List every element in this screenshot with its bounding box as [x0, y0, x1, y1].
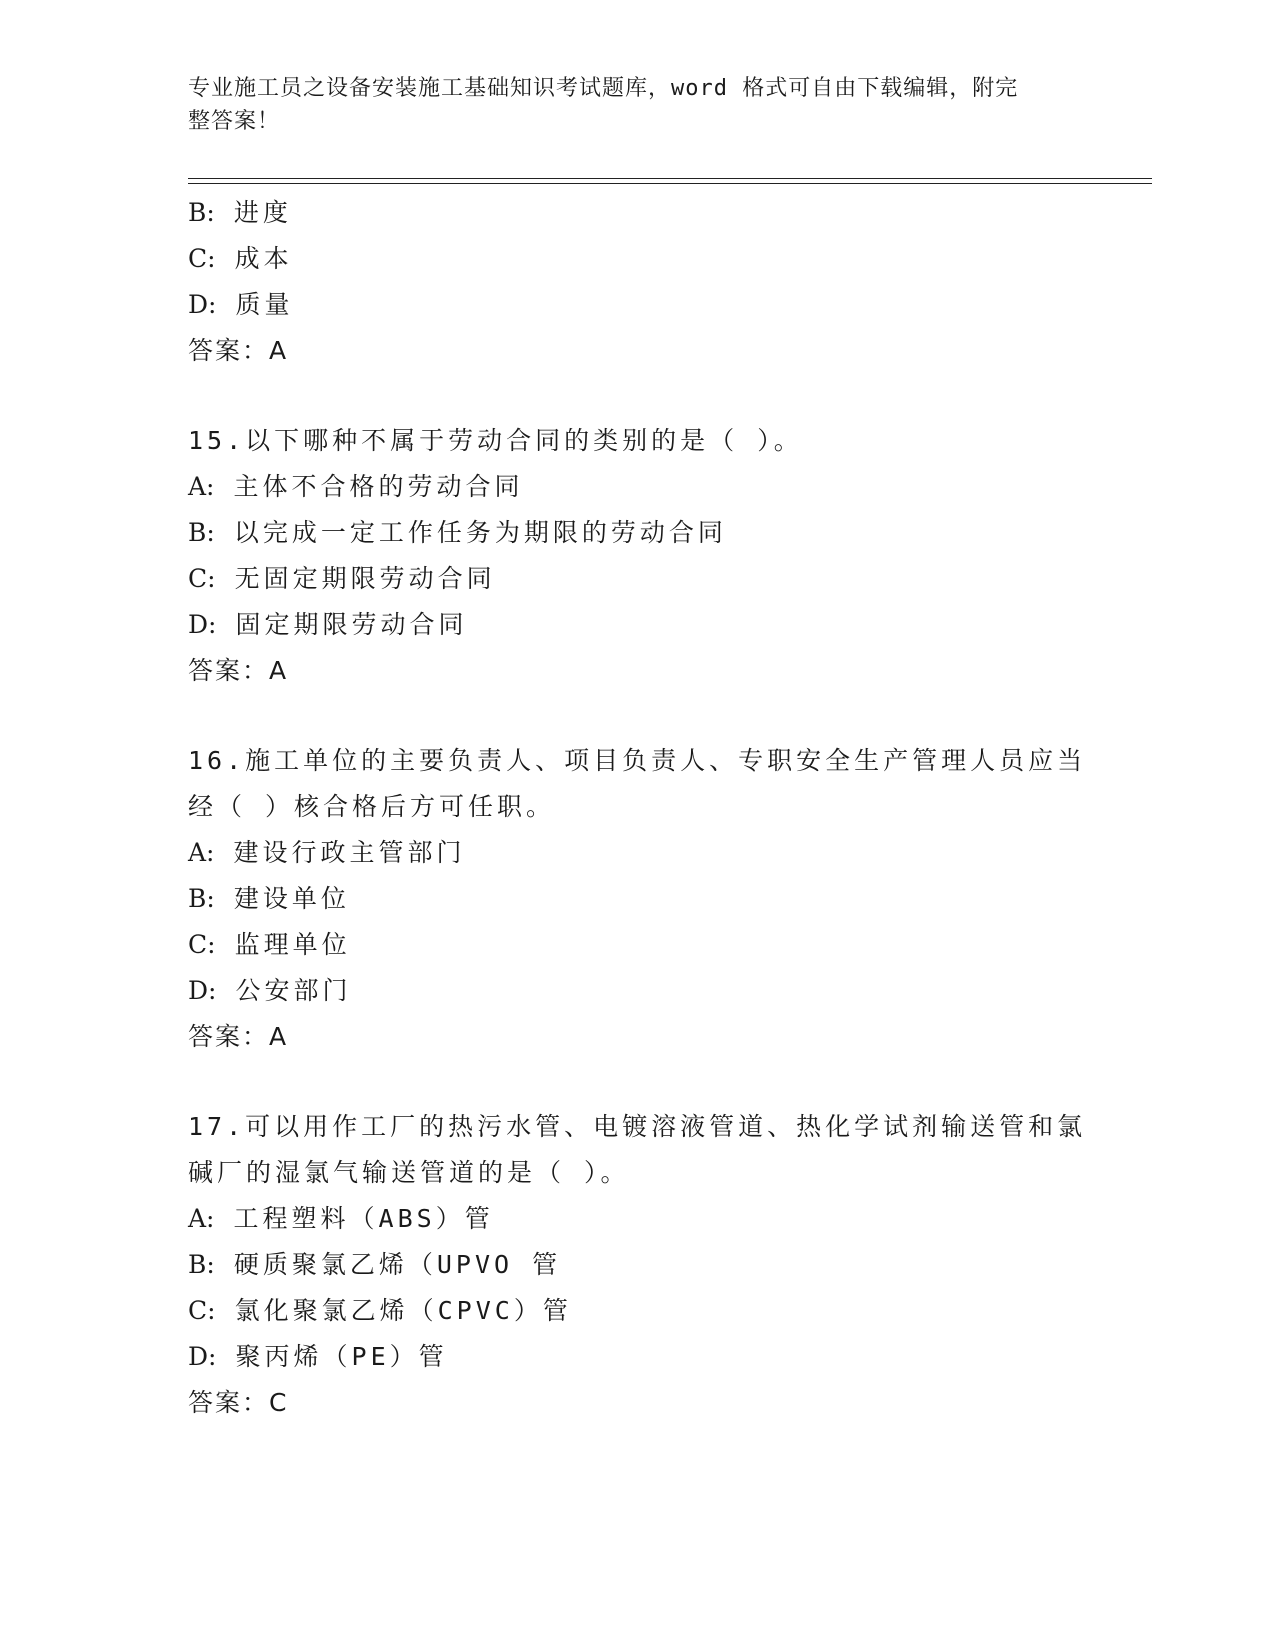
answer-line: 答案：A [188, 1022, 289, 1051]
option-text: 无固定期限劳动合同 [234, 564, 496, 593]
question-stem: 17.可以用作工厂的热污水管、电镀溶液管道、热化学试剂输送管和氯 [188, 1112, 1087, 1141]
question-stem: 15.以下哪种不属于劳动合同的类别的是（ ）。 [188, 426, 803, 455]
question-block-prev [188, 190, 1148, 374]
question-stem: 16.施工单位的主要负责人、项目负责人、专职安全生产管理人员应当 [188, 746, 1087, 775]
option-letter: A: [188, 838, 215, 867]
option-line [188, 830, 1148, 876]
option-letter: A: [188, 472, 215, 501]
option-line [188, 968, 1148, 1014]
option-text: 监理单位 [234, 930, 351, 959]
option-text: 以完成一定工作任务为期限的劳动合同 [233, 518, 727, 547]
option-letter: D: [188, 290, 217, 319]
option-letter: D: [188, 1342, 217, 1371]
question-stem-cont: 经（ ）核合格后方可任职。 [188, 792, 556, 821]
option-text: 主体不合格的劳动合同 [233, 472, 524, 501]
question-block-17 [188, 1104, 1148, 1426]
option-line [188, 282, 1148, 328]
option-letter: B: [188, 198, 215, 227]
option-text: 建设行政主管部门 [233, 838, 466, 867]
option-line [188, 236, 1148, 282]
option-line [188, 510, 1148, 556]
option-letter: C: [188, 564, 216, 593]
option-text: 质量 [235, 290, 294, 319]
option-line [188, 922, 1148, 968]
answer-line: 答案：A [188, 656, 289, 685]
option-text: 建设单位 [233, 884, 350, 913]
header-line-1: 专业施工员之设备安装施工基础知识考试题库，word 格式可自由下载编辑，附完 [188, 76, 1019, 101]
option-letter: B: [188, 1250, 215, 1279]
option-text: 进度 [233, 198, 292, 227]
header-divider [188, 178, 1152, 184]
option-line [188, 1334, 1148, 1380]
option-letter: A: [188, 1204, 215, 1233]
header-line-2: 整答案！ [188, 109, 281, 134]
question-block-16 [188, 738, 1148, 1060]
option-letter: D: [188, 610, 217, 639]
option-line [188, 464, 1148, 510]
option-line [188, 190, 1148, 236]
answer-line: 答案：C [188, 1388, 289, 1417]
option-letter: C: [188, 244, 216, 273]
option-text: 聚丙烯（PE）管 [235, 1342, 448, 1371]
option-letter: D: [188, 976, 217, 1005]
option-line [188, 1196, 1148, 1242]
question-block-15 [188, 418, 1148, 694]
option-text: 成本 [234, 244, 293, 273]
option-line [188, 1242, 1148, 1288]
page-header [188, 72, 1068, 138]
option-text: 硬质聚氯乙烯（UPVO 管 [233, 1250, 562, 1279]
option-line [188, 876, 1148, 922]
option-letter: C: [188, 930, 216, 959]
question-stem-cont: 碱厂的湿氯气输送管道的是（ ）。 [188, 1158, 630, 1187]
option-line [188, 602, 1148, 648]
option-text: 氯化聚氯乙烯（CPVC）管 [234, 1296, 572, 1325]
option-letter: C: [188, 1296, 216, 1325]
option-letter: B: [188, 884, 215, 913]
question-list [188, 190, 1148, 1426]
option-text: 固定期限劳动合同 [235, 610, 468, 639]
option-line [188, 556, 1148, 602]
option-text: 工程塑料（ABS）管 [233, 1204, 494, 1233]
option-letter: B: [188, 518, 215, 547]
answer-line: 答案：A [188, 336, 289, 365]
option-line [188, 1288, 1148, 1334]
option-text: 公安部门 [235, 976, 352, 1005]
